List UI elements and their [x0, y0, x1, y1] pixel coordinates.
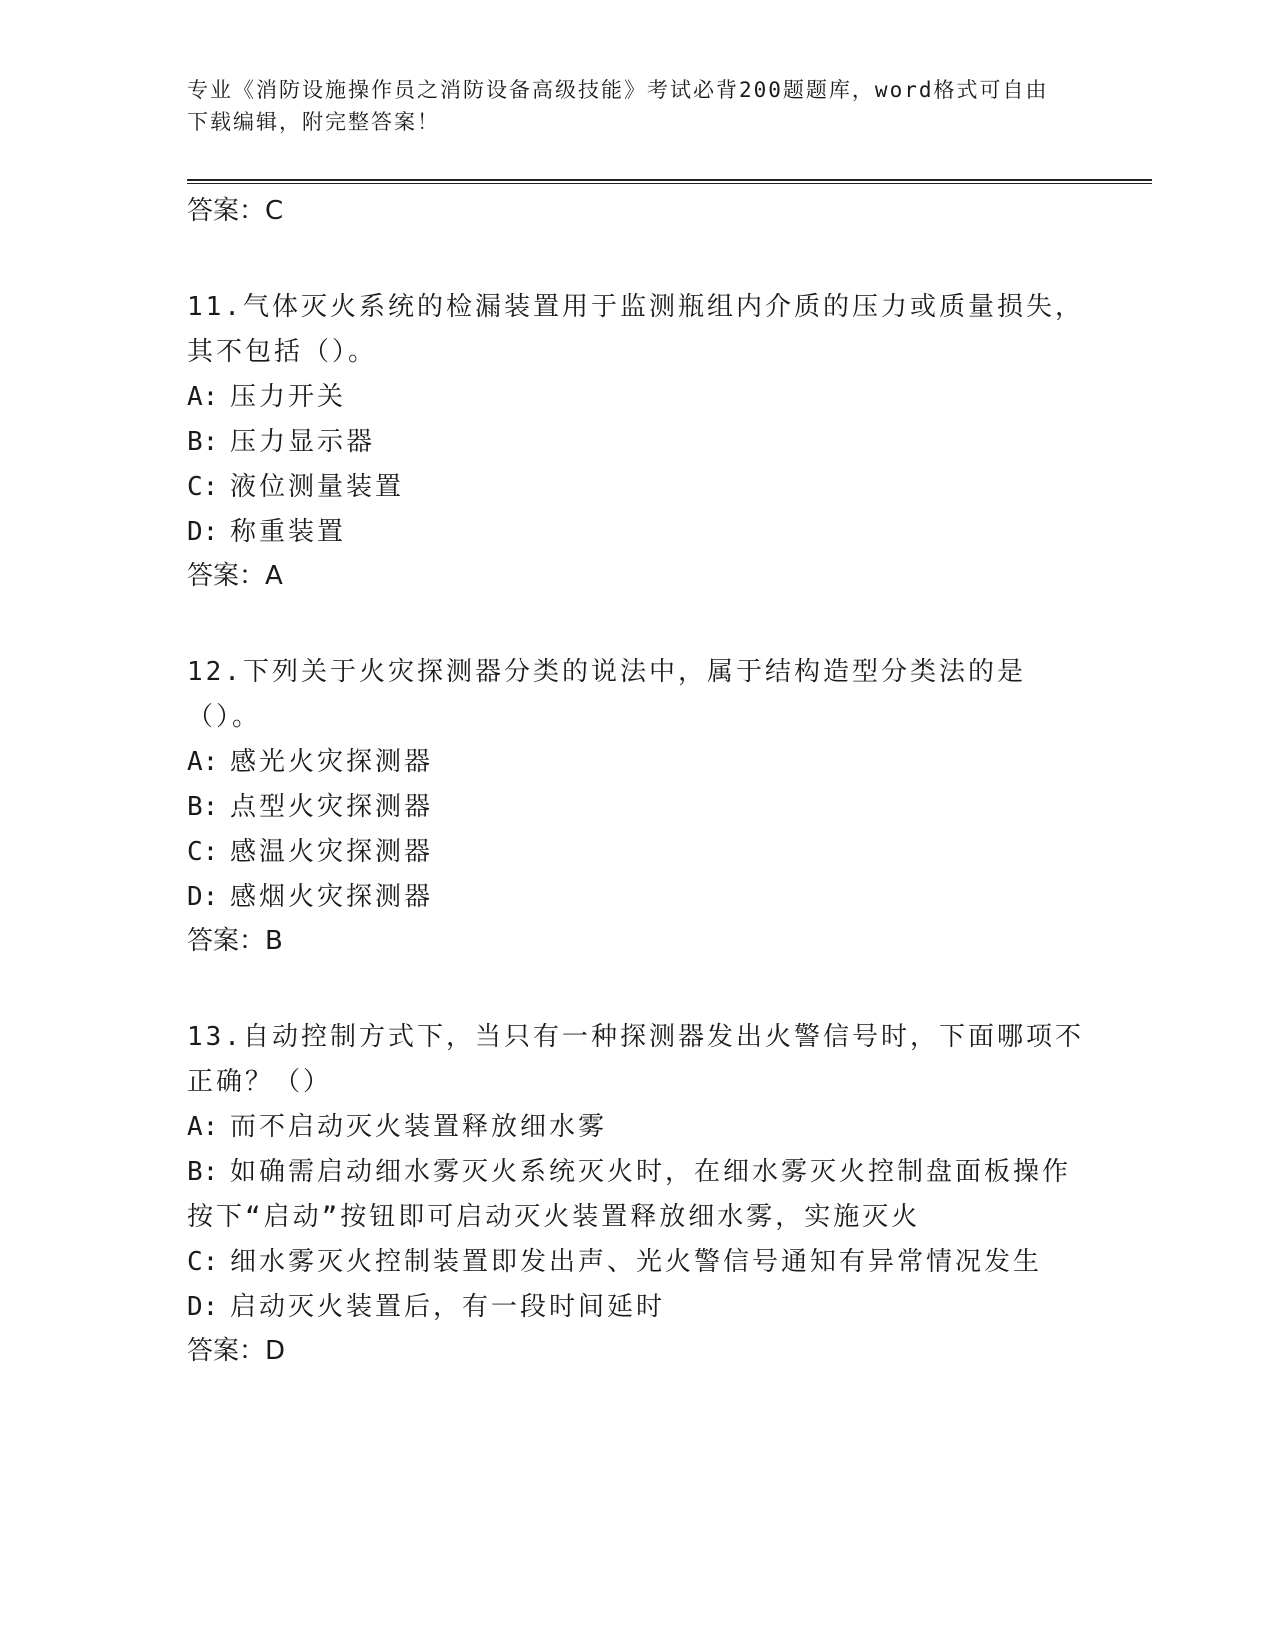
question-text: [187, 285, 1087, 375]
option-d: [187, 510, 1087, 555]
option-label: B:: [187, 427, 219, 457]
option-label: B:: [187, 792, 219, 822]
option-label: C:: [187, 472, 219, 502]
option-c: [187, 465, 1087, 510]
header-rule-thick: [187, 179, 1152, 181]
option-a: [187, 1105, 1087, 1150]
option-b: [187, 420, 1087, 465]
answer: 答案：A: [187, 561, 283, 591]
option-label: D:: [187, 517, 219, 547]
option-text: 如确需启动细水雾灭火系统灭火时，在细水雾灭火控制盘面板操作按下“启动”按钮即可启动灭火装置释放细水雾，实施灭火: [187, 1157, 1072, 1232]
option-label: A:: [187, 382, 219, 412]
option-text: 而不启动灭火装置释放细水雾: [230, 1112, 608, 1142]
option-label: D:: [187, 1292, 219, 1322]
option-label: D:: [187, 882, 219, 912]
question-number: 12.: [187, 657, 243, 687]
previous-answer: 答案：C: [187, 196, 284, 226]
option-label: B:: [187, 1157, 219, 1187]
option-d: [187, 1285, 1087, 1330]
option-text: 称重装置: [230, 517, 347, 547]
question-list: [187, 190, 1087, 1372]
option-d: [187, 875, 1087, 920]
option-text: 液位测量装置: [230, 472, 405, 502]
header-rule-thin: [187, 183, 1152, 184]
option-text: 压力显示器: [230, 427, 376, 457]
option-text: 压力开关: [230, 382, 347, 412]
question-text: [187, 1015, 1087, 1105]
option-label: C:: [187, 837, 219, 867]
option-text: 细水雾灭火控制装置即发出声、光火警信号通知有异常情况发生: [230, 1247, 1043, 1277]
option-a: [187, 375, 1087, 420]
option-label: A:: [187, 1112, 219, 1142]
answer: 答案：B: [187, 926, 283, 956]
question-12: [187, 650, 1087, 962]
option-label: A:: [187, 747, 219, 777]
option-text: 感温火灾探测器: [230, 837, 434, 867]
option-b: [187, 785, 1087, 830]
option-text: 启动灭火装置后，有一段时间延时: [230, 1292, 666, 1322]
question-stem: 自动控制方式下，当只有一种探测器发出火警信号时，下面哪项不正确？（）: [187, 1022, 1084, 1097]
question-stem: 下列关于火灾探测器分类的说法中，属于结构造型分类法的是（）。: [187, 657, 1026, 732]
option-text: 感光火灾探测器: [230, 747, 434, 777]
option-text: 感烟火灾探测器: [230, 882, 434, 912]
option-c: [187, 830, 1087, 875]
question-stem: 气体灭火系统的检漏装置用于监测瓶组内介质的压力或质量损失，其不包括（）。: [187, 292, 1084, 367]
question-number: 11.: [187, 292, 243, 322]
option-c: [187, 1240, 1087, 1285]
option-b: [187, 1150, 1087, 1240]
question-13: [187, 1015, 1087, 1372]
question-11: [187, 285, 1087, 597]
option-label: C:: [187, 1247, 219, 1277]
question-text: [187, 650, 1087, 740]
document-header: 专业《消防设施操作员之消防设备高级技能》考试必背200题题库，word格式可自由下载编辑，附完整答案！: [187, 78, 1049, 134]
question-number: 13.: [187, 1022, 243, 1052]
option-a: [187, 740, 1087, 785]
option-text: 点型火灾探测器: [230, 792, 434, 822]
answer: 答案：D: [187, 1336, 286, 1366]
